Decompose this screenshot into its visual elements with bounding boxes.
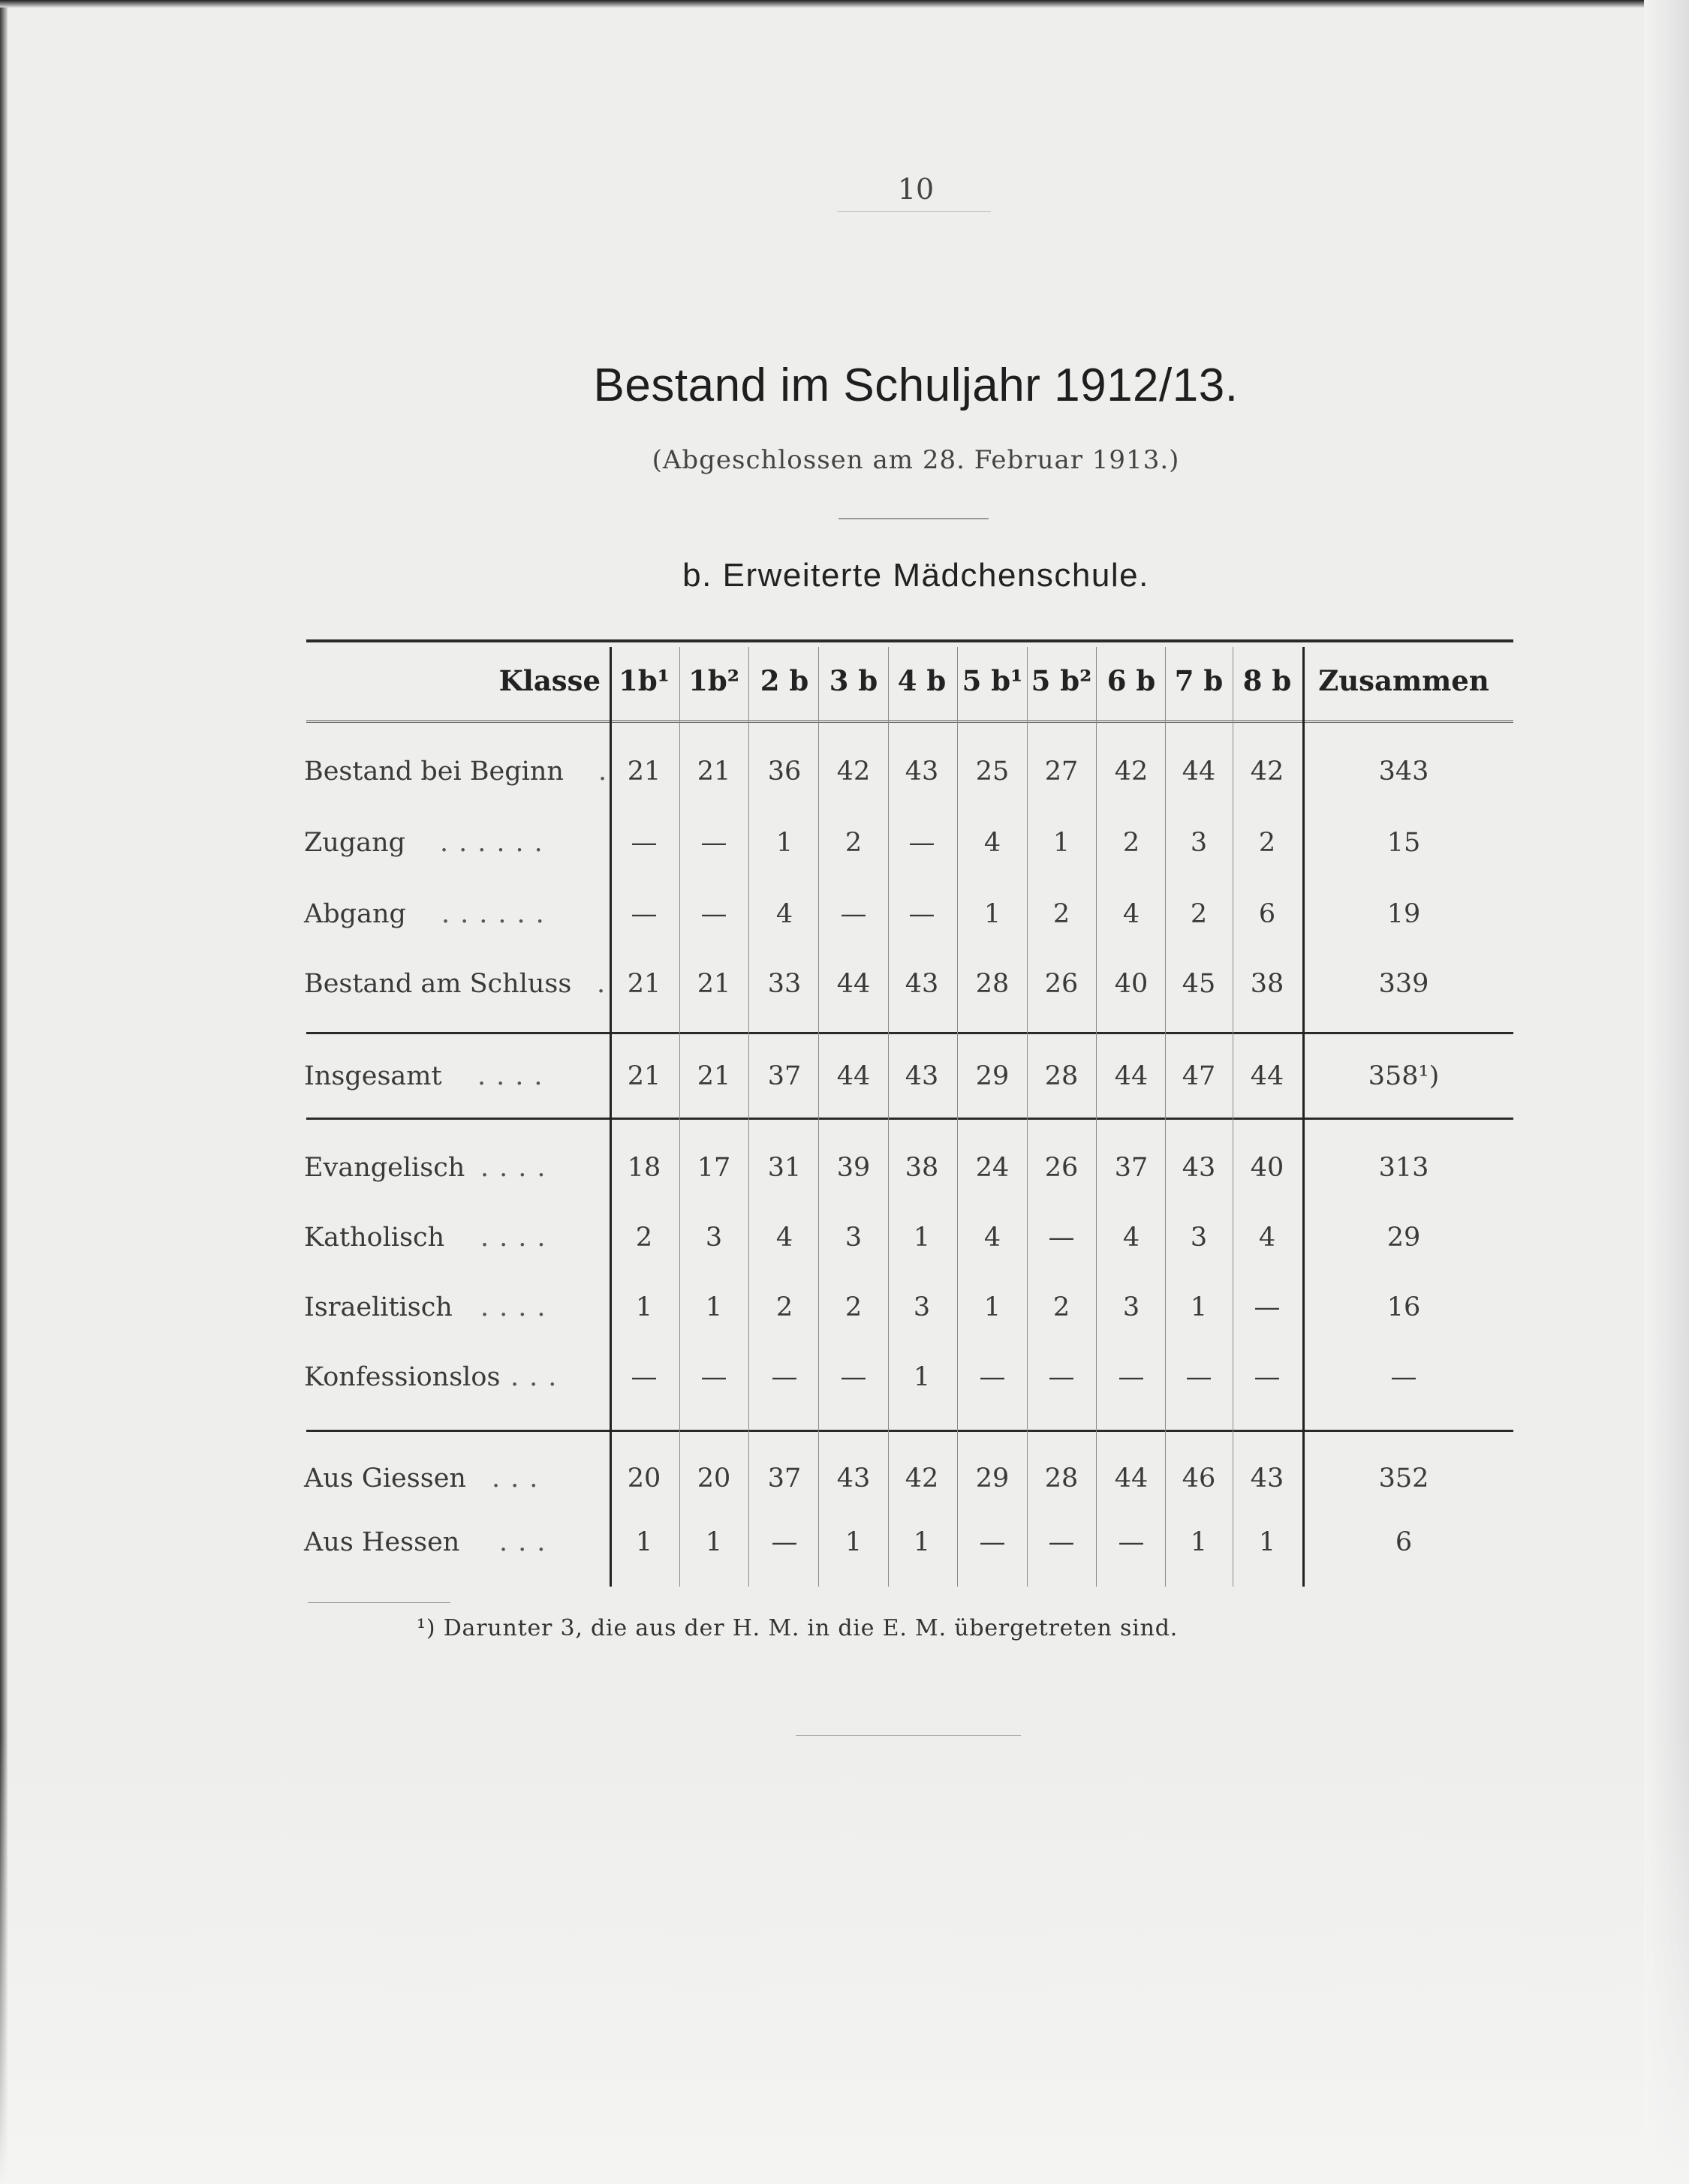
table-cell: 44 [836, 969, 871, 999]
table-cell: — [908, 899, 935, 929]
leader-dots: . [598, 757, 618, 787]
header-class-9: 8 b [1242, 664, 1292, 697]
table-cell: 2 [844, 828, 863, 858]
table-cell: 2 [1258, 828, 1276, 858]
row-label: Aus Hessen [304, 1527, 460, 1557]
table-cell: 24 [975, 1153, 1010, 1183]
row-label: Bestand bei Beginn [304, 757, 564, 787]
table-cell: 21 [697, 1061, 731, 1091]
table-cell: 1 [913, 1362, 931, 1392]
header-class-1: 1b² [688, 664, 739, 697]
table-cell: 1 [1258, 1527, 1276, 1557]
table-cell: 2 [1052, 899, 1070, 929]
footnote-marker: ¹) [417, 1615, 436, 1641]
table-cell: 21 [697, 757, 731, 787]
header-class-2: 2 b [760, 664, 809, 697]
header-class-6: 5 b² [1031, 664, 1092, 697]
table-cell-total: 16 [1386, 1292, 1421, 1322]
table-cell: 37 [767, 1464, 802, 1494]
footnote-rule [308, 1602, 450, 1603]
table-cell: 1 [635, 1527, 653, 1557]
row-label: Katholisch [304, 1223, 445, 1253]
table-cell: 4 [775, 899, 793, 929]
table-cell: — [979, 1362, 1006, 1392]
table-cell: 42 [905, 1464, 939, 1494]
column-rule [679, 647, 680, 1587]
table-cell: 3 [913, 1292, 931, 1322]
table-cell: 1 [983, 1292, 1001, 1322]
table-cell-total: 343 [1378, 757, 1429, 787]
column-rule [1302, 647, 1305, 1587]
table-cell: — [771, 1527, 798, 1557]
column-rule [888, 647, 889, 1587]
column-rule [1096, 647, 1097, 1587]
leader-dots: .... [480, 1223, 556, 1253]
table-cell-total: 339 [1378, 969, 1429, 999]
table-cell: 29 [975, 1464, 1010, 1494]
table-cell: 1 [705, 1527, 723, 1557]
table-cell: 1 [705, 1292, 723, 1322]
table-cell: 47 [1182, 1061, 1216, 1091]
leader-dots: .... [477, 1061, 553, 1091]
column-rule [1165, 647, 1166, 1587]
table-cell: 3 [1190, 1223, 1208, 1253]
table-cell: 40 [1250, 1153, 1284, 1183]
header-class-7: 6 b [1106, 664, 1156, 697]
page-number: 10 [897, 173, 935, 206]
table-cell: 31 [767, 1153, 802, 1183]
leader-dots: ... [510, 1362, 568, 1392]
table-cell: 20 [697, 1464, 731, 1494]
table-cell: 2 [844, 1292, 863, 1322]
table-cell: 1 [1052, 828, 1070, 858]
page-title: Bestand im Schuljahr 1912/13. [593, 359, 1239, 411]
section-title: b. Erweiterte Mädchenschule. [682, 557, 1149, 594]
table-cell: 4 [1122, 899, 1140, 929]
page-subtitle: (Abgeschlossen am 28. Februar 1913.) [652, 445, 1180, 475]
footnote-text: Darunter 3, die aus der H. M. in die E. M. übergetreten sind. [443, 1615, 1179, 1641]
table-cell: 43 [1250, 1464, 1284, 1494]
table-cell: 2 [1122, 828, 1140, 858]
table-cell: 44 [1114, 1464, 1149, 1494]
table-cell: — [1118, 1362, 1145, 1392]
header-zusammen: Zusammen [1318, 664, 1489, 697]
table-cell: — [700, 899, 727, 929]
table-cell: — [1185, 1362, 1212, 1392]
column-rule [1027, 647, 1028, 1587]
table-cell: 44 [1114, 1061, 1149, 1091]
table-cell: 43 [836, 1464, 871, 1494]
table-cell: 1 [844, 1527, 863, 1557]
leader-dots: . [597, 969, 616, 999]
table-cell: — [1118, 1527, 1145, 1557]
table-cell: 36 [767, 757, 802, 787]
table-top-rule [306, 639, 1513, 642]
table-cell: 1 [983, 899, 1001, 929]
row-label: Evangelisch [304, 1153, 465, 1183]
table-cell: 44 [1250, 1061, 1284, 1091]
leader-dots: .... [480, 1292, 556, 1322]
table-cell: 26 [1044, 969, 1079, 999]
table-cell: 37 [767, 1061, 802, 1091]
table-cell: 40 [1114, 969, 1149, 999]
table-cell: 6 [1258, 899, 1276, 929]
header-class-8: 7 b [1174, 664, 1224, 697]
row-label: Abgang [304, 899, 406, 929]
table-cell: 20 [627, 1464, 661, 1494]
column-rule [610, 647, 612, 1587]
table-cell: 21 [627, 969, 661, 999]
table-cell: 1 [913, 1527, 931, 1557]
table-cell: 43 [905, 1061, 939, 1091]
table-cell: 4 [1122, 1223, 1140, 1253]
table-cell: 25 [975, 757, 1010, 787]
table-cell: 44 [836, 1061, 871, 1091]
end-rule [796, 1735, 1021, 1736]
header-class-0: 1b¹ [619, 664, 670, 697]
table-cell: 42 [1250, 757, 1284, 787]
herkunft-top-rule [306, 1430, 1513, 1432]
table-cell-total: — [1390, 1362, 1417, 1392]
table-cell: 21 [627, 757, 661, 787]
table-cell: — [771, 1362, 798, 1392]
insgesamt-bottom-rule [306, 1118, 1513, 1120]
column-rule [957, 647, 958, 1587]
table-cell: 43 [905, 757, 939, 787]
table-cell-total: 29 [1386, 1223, 1421, 1253]
table-cell-total: 313 [1378, 1153, 1429, 1183]
row-label: Bestand am Schluss [304, 969, 572, 999]
table-cell: 44 [1182, 757, 1216, 787]
table-cell: — [631, 899, 658, 929]
table-cell: 43 [905, 969, 939, 999]
table-cell: 42 [1114, 757, 1149, 787]
table-cell: 43 [1182, 1153, 1216, 1183]
table-cell: — [700, 1362, 727, 1392]
table-cell: 21 [627, 1061, 661, 1091]
table-cell: 21 [697, 969, 731, 999]
table-cell: — [1254, 1292, 1281, 1322]
table-cell-total: 6 [1395, 1527, 1413, 1557]
insgesamt-top-rule [306, 1032, 1513, 1034]
row-label: Israelitisch [304, 1292, 453, 1322]
table-cell: 45 [1182, 969, 1216, 999]
table-cell: 1 [913, 1223, 931, 1253]
table-cell: — [1254, 1362, 1281, 1392]
footnote [417, 1615, 1178, 1641]
paper-shading [0, 1734, 1689, 2184]
table-cell: — [979, 1527, 1006, 1557]
table-cell: 1 [775, 828, 793, 858]
table-cell: 4 [983, 1223, 1001, 1253]
table-cell: — [1048, 1362, 1075, 1392]
table-cell: 28 [1044, 1061, 1079, 1091]
column-rule [818, 647, 819, 1587]
table-cell: 4 [1258, 1223, 1276, 1253]
table-cell: 33 [767, 969, 802, 999]
table-cell: 1 [1190, 1292, 1208, 1322]
table-cell: — [908, 828, 935, 858]
table-cell: 4 [775, 1223, 793, 1253]
header-class-5: 5 b¹ [962, 664, 1023, 697]
table-cell: — [631, 1362, 658, 1392]
table-cell: 1 [635, 1292, 653, 1322]
leader-dots: ... [499, 1527, 556, 1557]
table-cell: 3 [1190, 828, 1208, 858]
header-rule [306, 720, 1513, 723]
table-cell: 3 [1122, 1292, 1140, 1322]
table-cell-total: 358¹) [1368, 1061, 1440, 1091]
row-label: Konfessionslos [304, 1362, 501, 1392]
table-cell: — [700, 828, 727, 858]
table-cell: 2 [1190, 899, 1208, 929]
table-cell: 2 [775, 1292, 793, 1322]
leader-dots: .... [480, 1153, 556, 1183]
table-cell-total: 15 [1386, 828, 1421, 858]
header-class-3: 3 b [829, 664, 878, 697]
table-cell: 3 [705, 1223, 723, 1253]
table-cell: 28 [1044, 1464, 1079, 1494]
table-cell: 38 [1250, 969, 1284, 999]
row-label: Aus Giessen [304, 1464, 466, 1494]
table-cell-total: 352 [1378, 1464, 1429, 1494]
page-number-rule [837, 211, 991, 212]
table-cell: — [631, 828, 658, 858]
header-class-4: 4 b [897, 664, 947, 697]
table-cell: 39 [836, 1153, 871, 1183]
header-klasse: Klasse [498, 664, 601, 697]
table-cell: — [1048, 1223, 1075, 1253]
table-cell: 2 [1052, 1292, 1070, 1322]
subtitle-rule [838, 518, 989, 519]
column-rule [748, 647, 749, 1587]
page-edge-top [0, 0, 1689, 8]
leader-dots: ... [492, 1464, 549, 1494]
table-cell: 2 [635, 1223, 653, 1253]
leader-dots: ...... [440, 828, 553, 858]
table-cell: 1 [1190, 1527, 1208, 1557]
table-cell: — [1048, 1527, 1075, 1557]
table-cell: 26 [1044, 1153, 1079, 1183]
table-cell: 27 [1044, 757, 1079, 787]
table-cell-total: 19 [1386, 899, 1421, 929]
table-cell: 17 [697, 1153, 731, 1183]
table-cell: — [840, 899, 867, 929]
table-cell: 18 [627, 1153, 661, 1183]
row-label: Insgesamt [304, 1061, 442, 1091]
leader-dots: ...... [441, 899, 555, 929]
row-label: Zugang [304, 828, 406, 858]
table-cell: 4 [983, 828, 1001, 858]
table-cell: 29 [975, 1061, 1010, 1091]
table-cell: — [840, 1362, 867, 1392]
table-cell: 3 [844, 1223, 863, 1253]
table-cell: 46 [1182, 1464, 1216, 1494]
table-cell: 28 [975, 969, 1010, 999]
table-cell: 38 [905, 1153, 939, 1183]
table-cell: 37 [1114, 1153, 1149, 1183]
table-cell: 42 [836, 757, 871, 787]
